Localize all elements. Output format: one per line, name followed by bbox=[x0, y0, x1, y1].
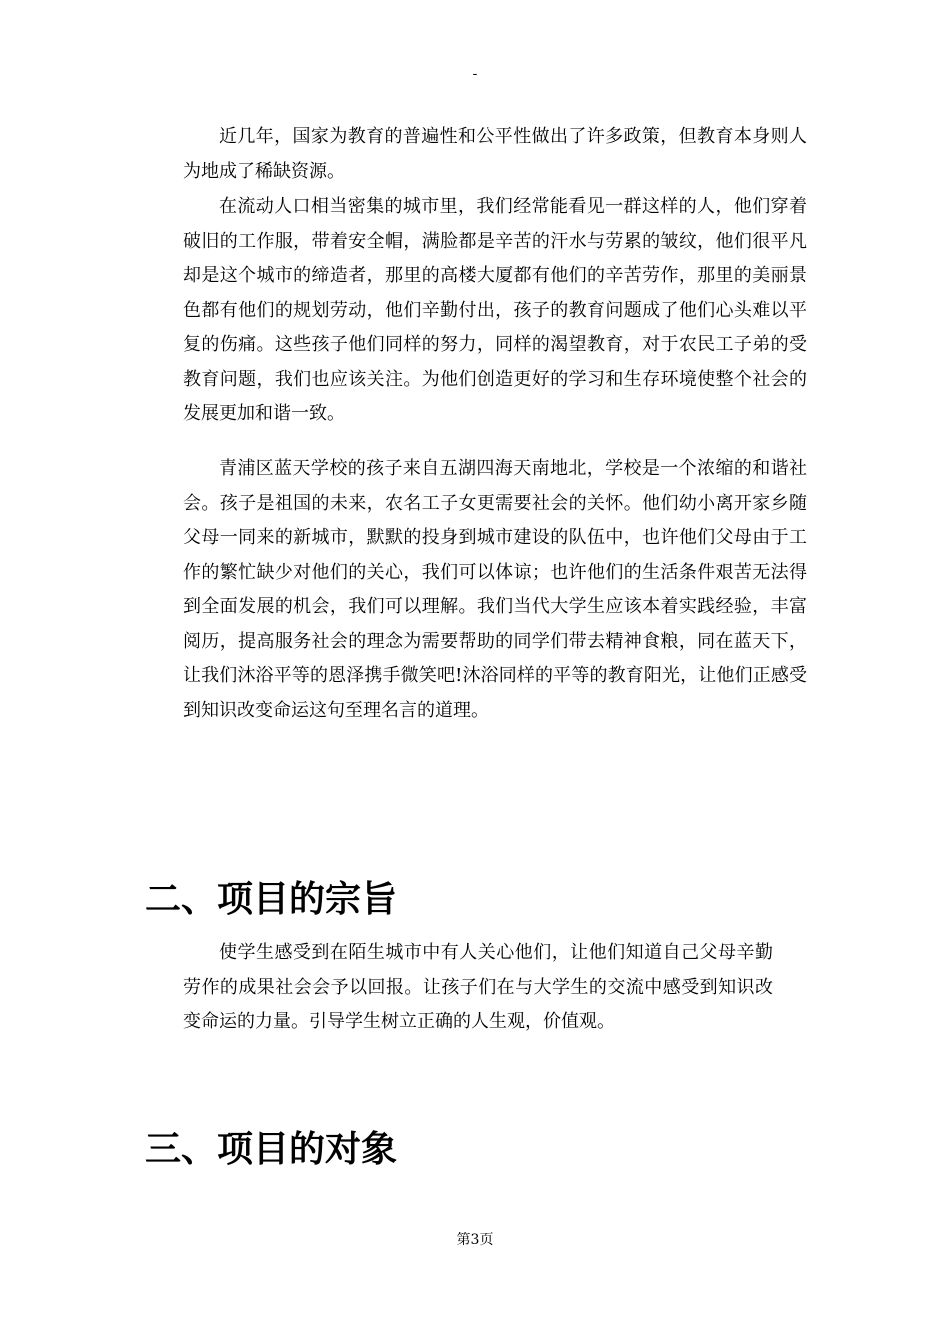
page-number: 第3页 bbox=[456, 1232, 494, 1248]
aim-paragraph: 使学生感受到在陌生城市中有人关心他们，让他们知道自己父母辛勤劳作的成果社会会予以回报。让孩子们在与大学生的交流中感受到知识改变命运的力量。引导学生树立正确的人生观，价值观。 bbox=[183, 942, 773, 1032]
page-header-mark: - bbox=[472, 66, 478, 82]
intro-paragraph-1: 近几年，国家为教育的普遍性和公平性做出了许多政策，但教育本身则人为地成了稀缺资源。 bbox=[183, 126, 807, 182]
intro-paragraph-3: 青浦区蓝天学校的孩子来自五湖四海天南地北，学校是一个浓缩的和谐社会。孩子是祖国的未来，农名工子女更需要社会的关怀。他们幼小离开家乡随父母一同来的新城市，默默的投身到城市建设的队伍中，也许他们父母由于工作的繁忙缺少对他们的关心，我们可以体谅；也许他们的生活条件艰苦无法得到全面发展的机会，我们可以理解。我们当代大学生应该本着实践经验，丰富阅历，提高服务社会的理念为需要帮助的同学们带去精神食粮，同在蓝天下，让我们沐浴平等的恩泽携手微笑吧!沐浴同样的平等的教育阳光，让他们正感受到知识改变命运这句至理名言的道理。 bbox=[183, 458, 807, 721]
section-heading-aim: 二、项目的宗旨 bbox=[145, 879, 398, 920]
section-heading-target: 三、项目的对象 bbox=[145, 1129, 398, 1170]
intro-paragraph-2: 在流动人口相当密集的城市里，我们经常能看见一群这样的人，他们穿着破旧的工作服，带着安全帽，满脸都是辛苦的汗水与劳累的皱纹，他们很平凡却是这个城市的缔造者，那里的高楼大厦都有他们的辛苦劳作，那里的美丽景色都有他们的规划劳动，他们辛勤付出，孩子的教育问题成了他们心头难以平复的伤痛。这些孩子他们同样的努力，同样的渴望教育，对于农民工子弟的受教育问题，我们也应该关注。为他们创造更好的学习和生存环境使整个社会的发展更加和谐一致。 bbox=[183, 196, 807, 424]
